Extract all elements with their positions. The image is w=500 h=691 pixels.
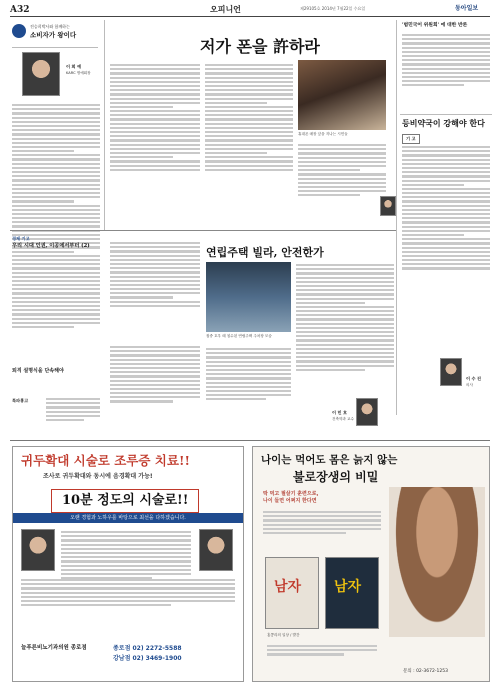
ad-clinic-doctor-photo-1	[21, 529, 55, 571]
ad-clinic-banner: 10분 정도의 시술로!!	[51, 489, 199, 513]
right-column-separator	[400, 114, 492, 115]
essay-title: 등비약국이 강해야 한다	[402, 118, 485, 128]
essay-author-name: 이 수 진	[466, 376, 482, 381]
column-divider	[104, 20, 105, 230]
lower-main-photo-caption: 집중 호우 때 침수된 연립주택 주차장 모습	[206, 334, 272, 338]
ad-book-model-photo	[389, 487, 485, 637]
ad-book-cover-1	[265, 557, 319, 629]
essay-body	[402, 144, 490, 334]
ad-clinic[interactable]	[12, 446, 244, 682]
middle-separator	[10, 230, 396, 231]
lower-main-body-1	[296, 262, 394, 434]
lower-main-headline: 연립주택 빌라, 안전한가	[206, 246, 324, 259]
ad-clinic-phone-1: 종로점 02) 2272-5588	[113, 645, 182, 652]
author-name: 이 희 예	[66, 64, 82, 69]
ad-book-label: 홍콩리의 일상 / 발간	[267, 633, 300, 637]
lower-left-body-2	[46, 396, 100, 436]
header-rule	[10, 16, 490, 17]
ad-book-text-2	[267, 643, 377, 667]
ad-book-phone: 문의 : 02-3672-1253	[403, 669, 448, 674]
right-column-title: '범민국어 위원회' 에 대한 반론	[402, 22, 468, 28]
ad-clinic-text-2	[21, 577, 235, 637]
ad-clinic-phone-2: 강남점 02) 3469-1900	[113, 655, 182, 662]
ad-book-quote: 딱 먹고 필살기 훈련으로,	[263, 491, 319, 497]
newspaper-name: 동아일보	[455, 5, 479, 12]
ad-book[interactable]	[252, 446, 490, 682]
main-article-body-3	[298, 142, 386, 227]
lower-left-body-3	[110, 344, 200, 434]
badge-logo-icon	[12, 24, 26, 38]
badge-title: 소비자가 왕이다	[30, 31, 77, 39]
lower-main-author-name: 이 민 호	[332, 410, 348, 415]
ad-book-headline: 나이는 먹어도 몸은 늙지 않는	[261, 454, 398, 466]
ad-clinic-sub: 조사로 귀두확대와 동시에 음경확대 가능!	[43, 473, 153, 480]
lower-left-headline: 우리 시대 인권, 이공에서부터 (2)	[12, 243, 90, 249]
ad-separator	[10, 440, 490, 441]
main-headline: 저가 폰을 許하라	[200, 37, 320, 56]
main-photo-caption: 휴대폰 매장 앞을 지나는 시민들	[298, 132, 348, 136]
ad-book-cover-1-title: 남자	[274, 579, 302, 595]
main-article-body-1	[110, 62, 200, 227]
page-number: A32	[10, 5, 30, 15]
ad-clinic-headline: 귀두확대 시술로 조루증 치료!!	[21, 453, 190, 468]
lower-main-photo	[206, 262, 291, 332]
main-article-body-2	[205, 62, 293, 227]
lower-left-body	[110, 240, 200, 340]
ad-clinic-name: 늘푸른비뇨기과의원 종로점	[21, 645, 87, 651]
lower-left-kicker: 퇴직 설명식을 단속해야	[12, 368, 64, 374]
lower-main-body-2	[206, 346, 291, 434]
lower-left-author: 특파홍고	[12, 398, 29, 403]
ad-book-cover-2-title: 남자	[334, 579, 362, 595]
issue-date: 제29105호 2014년 7월22일 수요일	[300, 6, 366, 11]
essay-author-title: 의사	[466, 383, 473, 387]
right-column-body	[402, 32, 490, 114]
main-article-photo	[298, 60, 386, 130]
essay-author-photo	[440, 358, 462, 386]
right-column-divider	[396, 20, 397, 415]
ad-book-text	[263, 509, 381, 553]
author-photo	[22, 52, 60, 96]
ad-book-quote-2: 나이 들면 어쩌지 한다면	[263, 498, 317, 504]
badge-caption: 전승희박사와 함께하는	[30, 24, 70, 29]
essay-tag: 기 고	[402, 134, 420, 144]
section-title: 오피니언	[210, 4, 241, 14]
lower-left-tag: 경제 기고	[12, 236, 30, 241]
author-title: KARC 명예회장	[66, 71, 91, 75]
lower-main-author-photo	[356, 398, 378, 426]
ad-book-cover-2	[325, 557, 379, 629]
ad-clinic-strip: 오랜 경험과 노하우를 바탕으로 최선을 다하겠습니다.	[13, 513, 243, 523]
ad-clinic-doctor-photo-2	[199, 529, 233, 571]
main-byline-photo	[380, 196, 396, 216]
lower-main-author-title: 건축학과 교수	[332, 417, 354, 421]
ad-book-headline-2: 불로장생의 비밀	[293, 470, 379, 484]
column-badge	[12, 22, 98, 48]
